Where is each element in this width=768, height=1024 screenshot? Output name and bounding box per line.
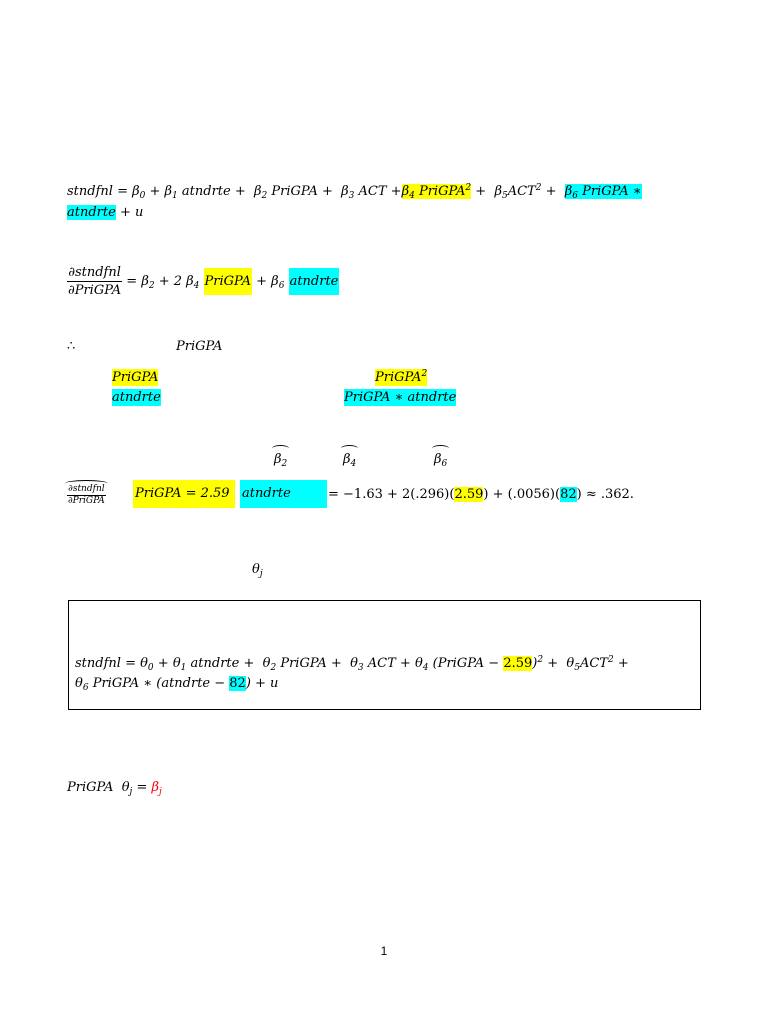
highlight-beta4-term: $\beta_4$ PriGPA$^2$ [401, 183, 472, 201]
highlight-atndrte: atndrte [67, 205, 116, 220]
condition-atndrte: atndrte [240, 480, 327, 508]
highlight-atndrte: atndrte [289, 268, 340, 295]
term-prigpa-squared: PriGPA$^2$ [375, 369, 428, 385]
theta-j: $\theta_j$ [252, 562, 263, 579]
boxed-equation-line-2: $\theta_6$ PriGPA ∗ (atndrte − 82) + u [75, 676, 279, 693]
reparameterized-equation-box [68, 600, 701, 710]
therefore-variable: PriGPA [176, 339, 223, 354]
beta-j-red: $\beta_j$ [151, 780, 162, 797]
boxed-equation-line-1: stndfnl = $\theta_0 + \theta_1$ atndrte + $\theta_2$ PriGPA + $\theta_3$ ACT + $\theta_4$ (PriGPA − $2.59)^2 + \theta_5ACT^2$ + [75, 655, 629, 673]
beta6-hat: $\beta_6$ [434, 445, 447, 468]
therefore-symbol: ∴ [67, 339, 76, 354]
term-interaction: PriGPA ∗ atndrte [344, 390, 457, 405]
estimate-calculation: = −1.63 + 2(.296)(2.59) + (.0056)(82) ≈ .362. [328, 487, 634, 502]
estimated-derivative-fraction: $\frac{\text{∂stndfnl}}{\text{∂PriGPA}}$ [67, 480, 106, 507]
term-atndrte: atndrte [112, 390, 161, 405]
equation-2: $\frac{\text{∂stndfnl}}{\text{∂PriGPA}}$ = $\beta_2 + 2$ $\beta_4$ PriGPA + $\beta_6$ atndrte [68, 265, 339, 298]
equation-1-line-1: stndfnl = $\beta_0 + \beta_1$ atndrte + $\beta_2$ PriGPA + $\beta_3$ ACT $+\beta_4$ PriGPA$^2$ + $\beta_5ACT^2 + \beta_6$ PriGPA ∗ [67, 183, 642, 201]
page-number: 1 [380, 944, 388, 958]
equation-1-line-2: atndrte + u [67, 205, 144, 220]
final-relation: PriGPA $\theta_j = \beta_j$ [67, 780, 162, 797]
highlight-beta6-term: $\beta_6$ PriGPA ∗ [564, 184, 642, 201]
highlight-prigpa: PriGPA [204, 268, 252, 295]
partial-derivative-fraction: $\frac{\text{∂stndfnl}}{\text{∂PriGPA}}$ [68, 265, 122, 298]
beta2-hat: $\beta_2$ [274, 445, 287, 468]
condition-prigpa: PriGPA = 2.59 [133, 480, 235, 508]
beta4-hat: $\beta_4$ [343, 445, 356, 468]
term-prigpa: PriGPA [112, 370, 159, 385]
